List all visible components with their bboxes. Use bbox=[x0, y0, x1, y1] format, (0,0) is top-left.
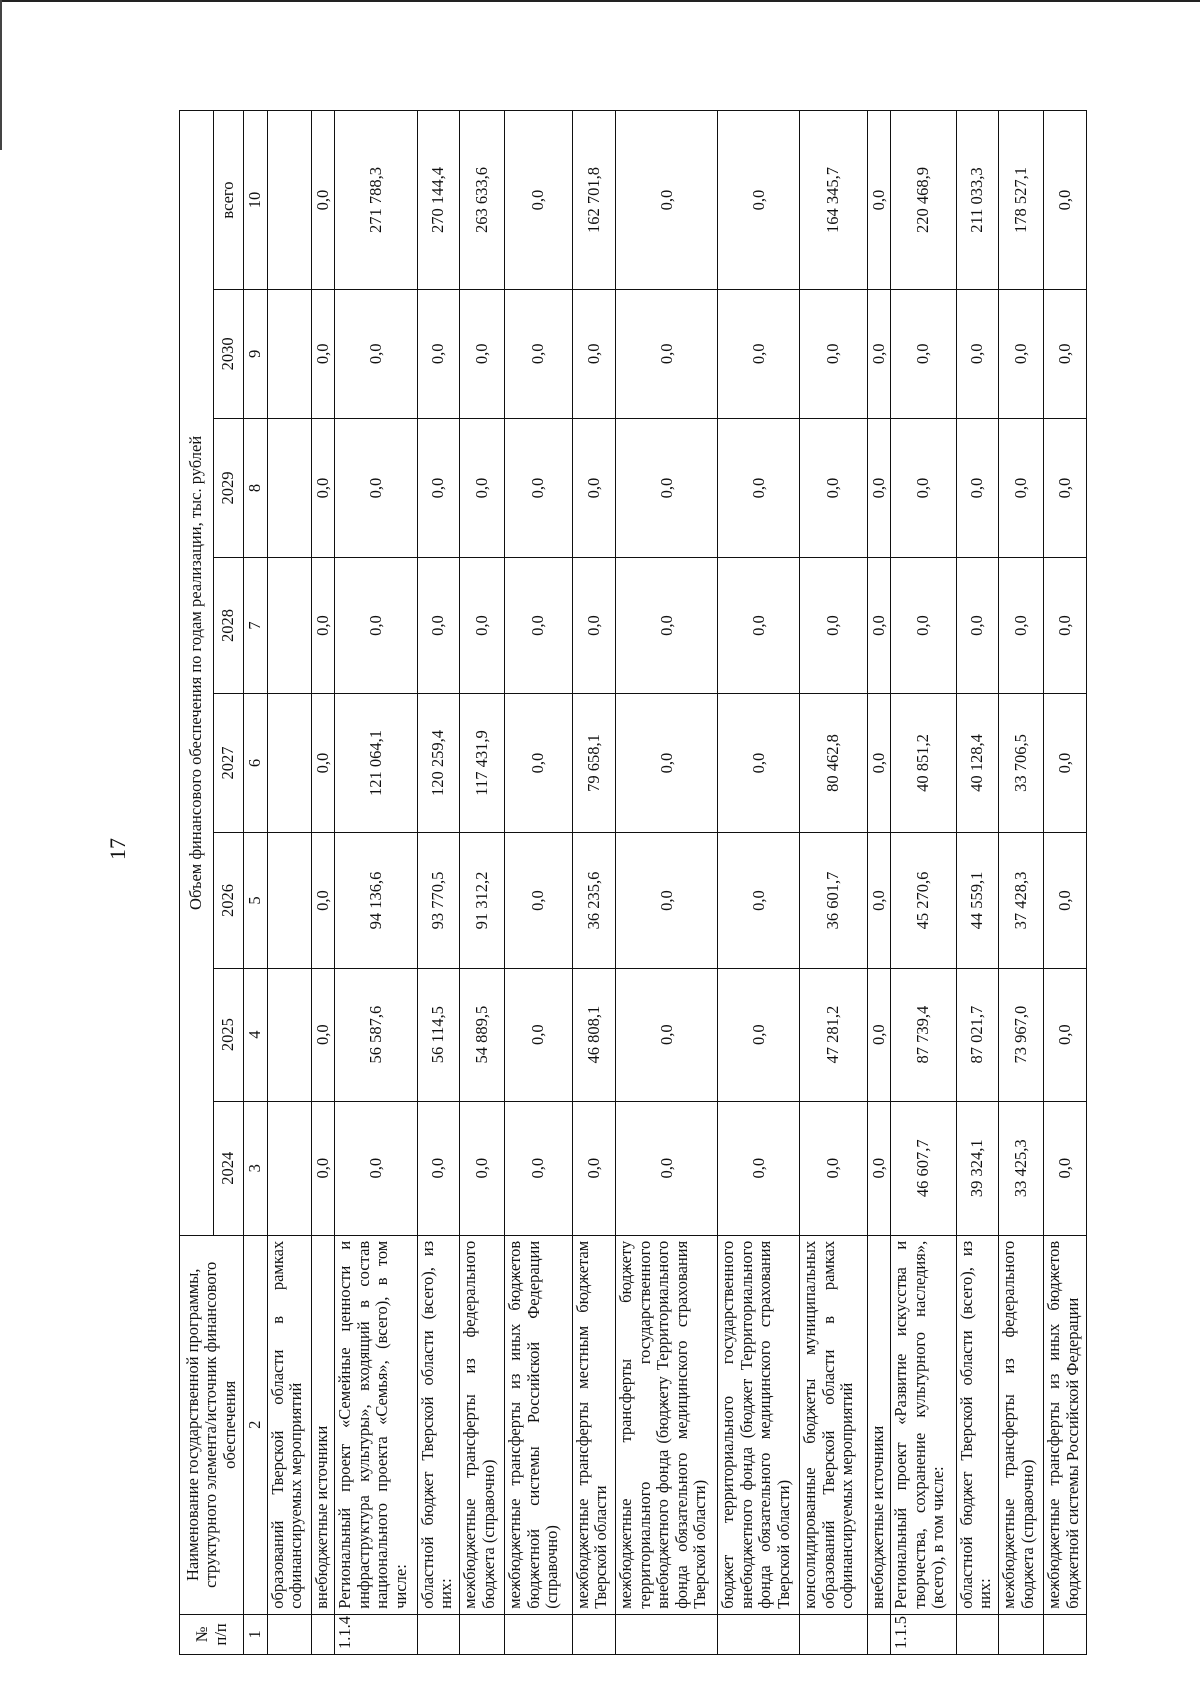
row-year-value: 0,0 bbox=[956, 290, 999, 419]
row-year-value: 44 559,1 bbox=[956, 833, 999, 968]
table-row bbox=[718, 111, 800, 1655]
row-year-value: 0,0 bbox=[616, 693, 718, 833]
row-year-value: 0,0 bbox=[616, 1101, 718, 1235]
row-year-value: 0,0 bbox=[1044, 290, 1087, 419]
row-year-value: 0,0 bbox=[867, 833, 891, 968]
row-year-value: 0,0 bbox=[1044, 418, 1087, 558]
row-year-value bbox=[268, 1101, 312, 1235]
row-year-value: 87 021,7 bbox=[956, 968, 999, 1101]
row-year-value: 0,0 bbox=[867, 693, 891, 833]
row-name: областной бюджет Тверской области (всего), из них: bbox=[956, 1235, 999, 1614]
row-year-value: 0,0 bbox=[505, 558, 572, 693]
table-row bbox=[616, 111, 718, 1655]
row-name: межбюджетные трансферты из федерального бюджета (справочно) bbox=[999, 1235, 1044, 1614]
col-number: 3 bbox=[244, 1101, 268, 1235]
row-number bbox=[1044, 1614, 1087, 1654]
row-year-value: 94 136,6 bbox=[335, 833, 417, 968]
header-row-1 bbox=[180, 111, 214, 1655]
table-row bbox=[1044, 111, 1087, 1655]
row-year-value: 0,0 bbox=[867, 290, 891, 419]
row-total-value: 0,0 bbox=[718, 111, 800, 290]
header-name: Наименование государственной программы, структурного элемента/источник финансового обеспечения bbox=[180, 1235, 244, 1614]
row-year-value: 40 128,4 bbox=[956, 693, 999, 833]
header-total: всего bbox=[214, 111, 244, 290]
row-total-value: 0,0 bbox=[505, 111, 572, 290]
row-name: межбюджетные трансферты из федерального бюджета (справочно) bbox=[460, 1235, 505, 1614]
table-row bbox=[572, 111, 616, 1655]
table-row bbox=[800, 111, 867, 1655]
row-year-value: 0,0 bbox=[505, 290, 572, 419]
col-number: 9 bbox=[244, 290, 268, 419]
col-number: 2 bbox=[244, 1235, 268, 1614]
header-year: 2030 bbox=[214, 290, 244, 419]
row-year-value: 121 064,1 bbox=[335, 693, 417, 833]
table-row bbox=[956, 111, 999, 1655]
row-name: Региональный проект «Семейные ценности и инфраструктура культуры», входящий в состав национального проекта «Семья», (всего), в том числе: bbox=[335, 1235, 417, 1614]
row-year-value: 33 425,3 bbox=[999, 1101, 1044, 1235]
row-year-value: 0,0 bbox=[311, 1101, 335, 1235]
financing-table bbox=[179, 110, 1087, 1655]
row-total-value: 0,0 bbox=[867, 111, 891, 290]
row-number bbox=[460, 1614, 505, 1654]
row-year-value: 0,0 bbox=[718, 968, 800, 1101]
row-year-value bbox=[268, 968, 312, 1101]
row-year-value: 0,0 bbox=[417, 558, 460, 693]
row-total-value: 162 701,8 bbox=[572, 111, 616, 290]
row-name: образований Тверской области в рамках софинансируемых мероприятий bbox=[268, 1235, 312, 1614]
table-row bbox=[505, 111, 572, 1655]
row-year-value: 0,0 bbox=[572, 418, 616, 558]
row-year-value: 0,0 bbox=[335, 418, 417, 558]
row-year-value: 56 114,5 bbox=[417, 968, 460, 1101]
row-number: 1.1.5 bbox=[891, 1614, 956, 1654]
row-year-value: 0,0 bbox=[311, 290, 335, 419]
table-body bbox=[268, 111, 1087, 1655]
row-year-value: 0,0 bbox=[460, 290, 505, 419]
row-year-value: 0,0 bbox=[718, 418, 800, 558]
row-year-value: 0,0 bbox=[505, 693, 572, 833]
row-total-value: 270 144,4 bbox=[417, 111, 460, 290]
row-number bbox=[572, 1614, 616, 1654]
table-row bbox=[867, 111, 891, 1655]
row-total-value: 220 468,9 bbox=[891, 111, 956, 290]
row-year-value: 0,0 bbox=[505, 1101, 572, 1235]
row-year-value: 0,0 bbox=[572, 1101, 616, 1235]
row-year-value: 0,0 bbox=[572, 558, 616, 693]
row-year-value: 0,0 bbox=[999, 558, 1044, 693]
page-number: 17 bbox=[105, 838, 130, 860]
row-year-value: 0,0 bbox=[460, 418, 505, 558]
row-year-value: 87 739,4 bbox=[891, 968, 956, 1101]
row-year-value: 0,0 bbox=[311, 833, 335, 968]
row-year-value: 0,0 bbox=[335, 1101, 417, 1235]
row-number bbox=[718, 1614, 800, 1654]
row-number bbox=[616, 1614, 718, 1654]
row-year-value: 0,0 bbox=[311, 968, 335, 1101]
row-name: внебюджетные источники bbox=[311, 1235, 335, 1614]
row-year-value: 0,0 bbox=[956, 418, 999, 558]
row-year-value: 117 431,9 bbox=[460, 693, 505, 833]
row-year-value: 0,0 bbox=[616, 968, 718, 1101]
row-name: межбюджетные трансферты из иных бюджетов бюджетной системы Российской Федерации bbox=[1044, 1235, 1087, 1614]
row-year-value: 0,0 bbox=[800, 290, 867, 419]
row-year-value: 0,0 bbox=[867, 558, 891, 693]
row-year-value: 0,0 bbox=[891, 558, 956, 693]
row-name: Региональный проект «Развитие искусства и творчества, сохранение культурного наследия», (всего), в том числе: bbox=[891, 1235, 956, 1614]
row-year-value: 0,0 bbox=[1044, 968, 1087, 1101]
row-name: межбюджетные трансферты местным бюджетам Тверской области bbox=[572, 1235, 616, 1614]
col-number: 5 bbox=[244, 833, 268, 968]
row-total-value: 263 633,6 bbox=[460, 111, 505, 290]
row-year-value: 0,0 bbox=[460, 558, 505, 693]
row-year-value: 91 312,2 bbox=[460, 833, 505, 968]
row-year-value bbox=[268, 290, 312, 419]
row-year-value: 45 270,6 bbox=[891, 833, 956, 968]
row-year-value: 0,0 bbox=[1044, 1101, 1087, 1235]
col-number: 8 bbox=[244, 418, 268, 558]
row-year-value: 0,0 bbox=[505, 833, 572, 968]
row-year-value: 80 462,8 bbox=[800, 693, 867, 833]
row-total-value: 0,0 bbox=[1044, 111, 1087, 290]
row-number bbox=[800, 1614, 867, 1654]
row-year-value: 0,0 bbox=[417, 418, 460, 558]
row-year-value: 33 706,5 bbox=[999, 693, 1044, 833]
row-year-value: 79 658,1 bbox=[572, 693, 616, 833]
row-number bbox=[505, 1614, 572, 1654]
row-year-value: 0,0 bbox=[800, 418, 867, 558]
row-year-value: 0,0 bbox=[1044, 833, 1087, 968]
header-year: 2029 bbox=[214, 418, 244, 558]
row-year-value: 0,0 bbox=[956, 558, 999, 693]
row-name: бюджет территориального государственного внебюджетного фонда (бюджет Территориального фонда обязательного медицинского страхования Тверской области) bbox=[718, 1235, 800, 1614]
row-total-value: 164 345,7 bbox=[800, 111, 867, 290]
rotated-table-wrapper bbox=[179, 110, 1087, 1655]
row-year-value: 39 324,1 bbox=[956, 1101, 999, 1235]
row-year-value: 0,0 bbox=[616, 290, 718, 419]
row-year-value bbox=[268, 418, 312, 558]
row-total-value: 211 033,3 bbox=[956, 111, 999, 290]
row-year-value: 0,0 bbox=[616, 558, 718, 693]
row-year-value: 0,0 bbox=[1044, 693, 1087, 833]
row-year-value: 56 587,6 bbox=[335, 968, 417, 1101]
row-number bbox=[867, 1614, 891, 1654]
row-number bbox=[956, 1614, 999, 1654]
row-year-value: 0,0 bbox=[718, 693, 800, 833]
row-year-value: 0,0 bbox=[867, 968, 891, 1101]
row-year-value: 0,0 bbox=[335, 558, 417, 693]
row-year-value: 0,0 bbox=[417, 1101, 460, 1235]
row-year-value: 36 235,6 bbox=[572, 833, 616, 968]
row-year-value: 46 607,7 bbox=[891, 1101, 956, 1235]
row-year-value: 73 967,0 bbox=[999, 968, 1044, 1101]
row-year-value: 0,0 bbox=[718, 1101, 800, 1235]
col-number: 10 bbox=[244, 111, 268, 290]
row-name: консолидированные бюджеты муниципальных образований Тверской области в рамках софинансируемых мероприятий bbox=[800, 1235, 867, 1614]
scan-edge-top bbox=[0, 0, 1200, 2]
row-number bbox=[417, 1614, 460, 1654]
row-year-value: 0,0 bbox=[460, 1101, 505, 1235]
table-row bbox=[335, 111, 417, 1655]
col-number: 6 bbox=[244, 693, 268, 833]
row-number: 1.1.4 bbox=[335, 1614, 417, 1654]
row-year-value: 0,0 bbox=[616, 833, 718, 968]
row-year-value: 0,0 bbox=[800, 1101, 867, 1235]
row-year-value: 0,0 bbox=[891, 418, 956, 558]
row-year-value: 0,0 bbox=[1044, 558, 1087, 693]
header-no: № п/п bbox=[180, 1614, 244, 1654]
row-year-value: 0,0 bbox=[417, 290, 460, 419]
row-name: областной бюджет Тверской области (всего), из них: bbox=[417, 1235, 460, 1614]
header-year: 2025 bbox=[214, 968, 244, 1101]
table-row bbox=[999, 111, 1044, 1655]
row-year-value: 0,0 bbox=[505, 968, 572, 1101]
row-year-value: 36 601,7 bbox=[800, 833, 867, 968]
row-year-value: 0,0 bbox=[718, 290, 800, 419]
table-row bbox=[417, 111, 460, 1655]
col-number: 1 bbox=[244, 1614, 268, 1654]
row-year-value: 47 281,2 bbox=[800, 968, 867, 1101]
row-year-value: 0,0 bbox=[999, 418, 1044, 558]
row-number bbox=[311, 1614, 335, 1654]
header-volume: Объем финансового обеспечения по годам реализации, тыс. рублей bbox=[180, 111, 214, 1236]
table-row bbox=[460, 111, 505, 1655]
row-total-value: 178 527,1 bbox=[999, 111, 1044, 290]
row-year-value: 0,0 bbox=[311, 693, 335, 833]
row-total-value bbox=[268, 111, 312, 290]
row-name: межбюджетные трансферты бюджету территориального государственного внебюджетного фонда (бюджету Территориального фонда обязательного медицинского страхования Тверской области) bbox=[616, 1235, 718, 1614]
row-year-value bbox=[268, 833, 312, 968]
scan-edge-left bbox=[0, 0, 2, 150]
row-year-value: 0,0 bbox=[311, 418, 335, 558]
row-year-value bbox=[268, 693, 312, 833]
row-year-value: 120 259,4 bbox=[417, 693, 460, 833]
row-year-value: 0,0 bbox=[616, 418, 718, 558]
row-year-value: 40 851,2 bbox=[891, 693, 956, 833]
row-year-value: 0,0 bbox=[311, 558, 335, 693]
row-year-value: 0,0 bbox=[718, 558, 800, 693]
row-year-value: 0,0 bbox=[335, 290, 417, 419]
header-year: 2026 bbox=[214, 833, 244, 968]
table-row bbox=[891, 111, 956, 1655]
row-total-value: 271 788,3 bbox=[335, 111, 417, 290]
row-total-value: 0,0 bbox=[311, 111, 335, 290]
row-year-value: 0,0 bbox=[800, 558, 867, 693]
row-year-value: 0,0 bbox=[867, 1101, 891, 1235]
row-year-value: 46 808,1 bbox=[572, 968, 616, 1101]
row-year-value: 0,0 bbox=[718, 833, 800, 968]
row-number bbox=[268, 1614, 312, 1654]
row-number bbox=[999, 1614, 1044, 1654]
row-year-value: 37 428,3 bbox=[999, 833, 1044, 968]
row-year-value: 0,0 bbox=[572, 290, 616, 419]
header-year: 2024 bbox=[214, 1101, 244, 1235]
row-name: внебюджетные источники bbox=[867, 1235, 891, 1614]
row-year-value: 0,0 bbox=[505, 418, 572, 558]
table-row bbox=[311, 111, 335, 1655]
row-year-value: 0,0 bbox=[999, 290, 1044, 419]
header-row-colnums bbox=[244, 111, 268, 1655]
col-number: 7 bbox=[244, 558, 268, 693]
row-total-value: 0,0 bbox=[616, 111, 718, 290]
row-year-value bbox=[268, 558, 312, 693]
table-row bbox=[268, 111, 312, 1655]
row-name: межбюджетные трансферты из иных бюджетов бюджетной системы Российской Федерации (справочно) bbox=[505, 1235, 572, 1614]
row-year-value: 0,0 bbox=[891, 290, 956, 419]
col-number: 4 bbox=[244, 968, 268, 1101]
row-year-value: 93 770,5 bbox=[417, 833, 460, 968]
header-year: 2027 bbox=[214, 693, 244, 833]
header-year: 2028 bbox=[214, 558, 244, 693]
row-year-value: 0,0 bbox=[867, 418, 891, 558]
row-year-value: 54 889,5 bbox=[460, 968, 505, 1101]
